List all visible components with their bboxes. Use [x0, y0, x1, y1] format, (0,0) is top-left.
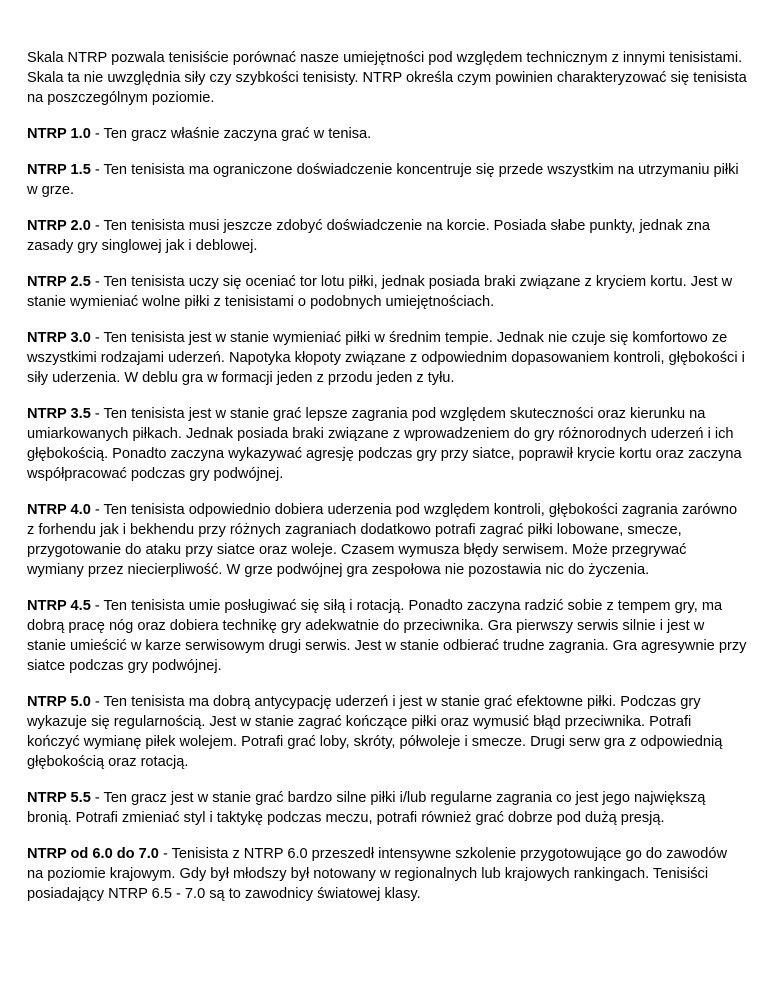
level-paragraph-5-5 [27, 788, 747, 828]
level-paragraph-4-5 [27, 596, 747, 676]
level-paragraph-1-0 [27, 124, 747, 144]
level-label: NTRP 3.0 [27, 330, 91, 346]
intro-paragraph: Skala NTRP pozwala tenisiście porównać nasze umiejętności pod względem technicznym z innymi tenisistami. Skala ta nie uwzględnia siły czy szybkości tenisisty. NTRP określa czym powinien charakteryzować się tenisista na poszczególnym poziomie. [27, 50, 747, 106]
level-paragraph-5-0 [27, 692, 747, 772]
level-paragraph-2-5 [27, 272, 747, 312]
level-description: - Ten tenisista umie posługiwać się siłą i rotacją. Ponadto zaczyna radzić sobie z tempem gry, ma dobrą pracę nóg oraz dobiera technikę gry adekwatnie do przeciwnika. Gra pierwszy serwis silnie i jest w stanie umieścić w karze serwisowym drugi serwis. Jest w stanie odbierać trudne zagrania. Gra agresywnie przy siatce podczas gry podwójnej. [27, 598, 747, 674]
level-paragraph-3-0 [27, 328, 747, 388]
level-description: - Ten tenisista ma dobrą antycypację uderzeń i jest w stanie grać efektowne piłki. Podczas gry wykazuje się regularnością. Jest w stanie zagrać kończące piłki oraz wymusić błąd przeciwnika. Potrafi kończyć wymianę piłek wolejem. Potrafi grać loby, skróty, półwoleje i smecze. Drugi serw gra z odpowiednią głębokością oraz rotacją. [27, 694, 723, 770]
level-paragraph-2-0 [27, 216, 747, 256]
level-description: - Ten tenisista jest w stanie wymieniać piłki w średnim tempie. Jednak nie czuje się komfortowo ze wszystkimi rodzajami uderzeń. Napotyka kłopoty związane z odpowiednim dopasowaniem kontroli, głębokości i siły uderzenia. W deblu gra w formacji jeden z przodu jeden z tyłu. [27, 330, 745, 386]
level-label: NTRP 4.5 [27, 598, 91, 614]
level-description: - Ten tenisista odpowiednio dobiera uderzenia pod względem kontroli, głębokości zagrania zarówno z forhendu jak i bekhendu przy różnych zagraniach dodatkowo potrafi zagrać piłki lobowane, smecze, przygotowanie do ataku przy siatce oraz woleje. Czasem wymusza błędy serwisem. Może przegrywać wymiany przez niecierpliwość. W grze podwójnej gra zespołowa nie pozostawia nic do życzenia. [27, 502, 738, 578]
level-label: NTRP 2.0 [27, 218, 91, 234]
level-label: NTRP 1.5 [27, 162, 91, 178]
level-paragraph-4-0 [27, 500, 747, 580]
level-label: NTRP 4.0 [27, 502, 91, 518]
level-label: NTRP 2.5 [27, 274, 91, 290]
level-description: - Ten tenisista ma ograniczone doświadczenie koncentruje się przede wszystkim na utrzymaniu piłki w grze. [27, 162, 739, 198]
level-label: NTRP 5.0 [27, 694, 91, 710]
level-label: NTRP 1.0 [27, 126, 91, 142]
level-label: NTRP 5.5 [27, 790, 91, 806]
level-description: - Ten gracz właśnie zaczyna grać w tenisa. [90, 126, 372, 142]
level-paragraph-6-0-7-0 [27, 844, 747, 904]
level-paragraph-3-5 [27, 404, 747, 484]
level-paragraph-1-5 [27, 160, 747, 200]
level-description: - Tenisista z NTRP 6.0 przeszedł intensywne szkolenie przygotowujące go do zawodów na poziomie krajowym. Gdy był młodszy był notowany w regionalnych lub krajowych rankingach. Tenisiści posiadający NTRP 6.5 - 7.0 są to zawodnicy światowej klasy. [27, 846, 728, 902]
level-description: - Ten tenisista jest w stanie grać lepsze zagrania pod względem skuteczności oraz kierunku na umiarkowanych piłkach. Jednak posiada braki związane z wprowadzeniem do gry różnorodnych uderzeń i ich głębokością. Ponadto zaczyna wykazywać agresję podczas gry przy siatce, poprawił krycie kortu oraz zaczyna współpracować podczas gry podwójnej. [27, 406, 742, 482]
level-label: NTRP 3.5 [27, 406, 91, 422]
document-page [27, 48, 747, 920]
level-description: - Ten tenisista uczy się oceniać tor lotu piłki, jednak posiada braki związane z kryciem kortu. Jest w stanie wymieniać wolne piłki z tenisistami o podobnych umiejętnościach. [27, 274, 733, 310]
level-label: NTRP od 6.0 do 7.0 [27, 846, 159, 862]
level-description: - Ten gracz jest w stanie grać bardzo silne piłki i/lub regularne zagrania co jest jego największą bronią. Potrafi zmieniać styl i taktykę podczas meczu, potrafi również grać dobrze pod dużą presją. [27, 790, 706, 826]
level-description: - Ten tenisista musi jeszcze zdobyć doświadczenie na korcie. Posiada słabe punkty, jednak zna zasady gry singlowej jak i deblowej. [27, 218, 711, 254]
